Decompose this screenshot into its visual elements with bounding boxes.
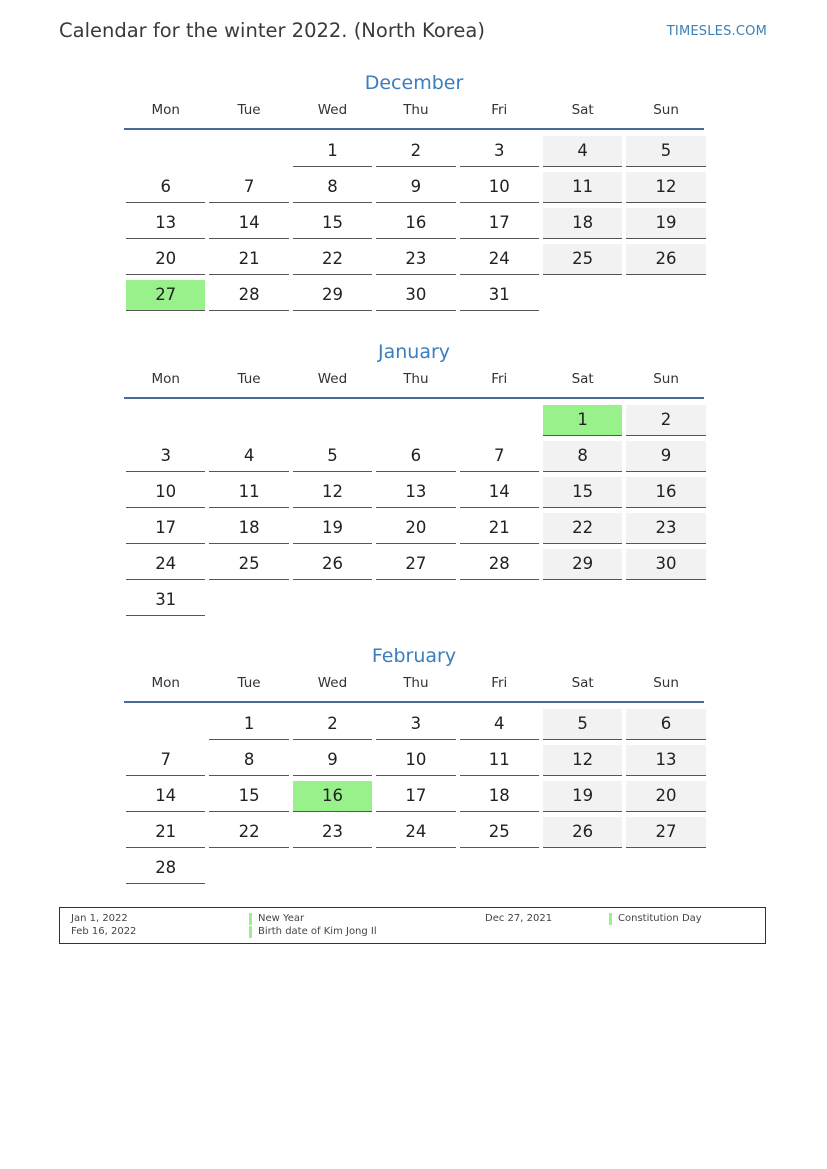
empty-day-cell <box>376 853 455 883</box>
day-cell[interactable]: 24 <box>376 817 455 848</box>
weekday-label: Sun <box>653 102 679 118</box>
week-row <box>124 549 704 585</box>
legend-date: Jan 1, 2022 <box>71 913 128 924</box>
empty-day-cell <box>209 405 288 435</box>
week-row <box>124 208 704 244</box>
day-cell[interactable]: 24 <box>126 549 205 580</box>
legend-holiday-name: Constitution Day <box>609 913 702 925</box>
day-cell[interactable]: 7 <box>126 745 205 776</box>
day-cell[interactable]: 14 <box>126 781 205 812</box>
legend-entry <box>71 913 371 925</box>
week-row <box>124 441 704 477</box>
week-row <box>124 781 704 817</box>
day-cell[interactable]: 1 <box>209 709 288 740</box>
day-cell[interactable]: 4 <box>460 709 539 740</box>
day-cell[interactable]: 11 <box>543 172 622 203</box>
day-cell[interactable]: 28 <box>126 853 205 884</box>
empty-day-cell <box>376 405 455 435</box>
day-cell[interactable]: 21 <box>209 244 288 275</box>
weekday-label: Thu <box>403 102 429 118</box>
day-cell[interactable]: 15 <box>543 477 622 508</box>
day-cell[interactable]: 26 <box>543 817 622 848</box>
day-cell[interactable]: 9 <box>293 745 372 776</box>
legend-holiday-name: New Year <box>249 913 304 925</box>
site-link[interactable]: TIMESLES.COM <box>666 24 767 39</box>
day-cell[interactable]: 2 <box>626 405 705 436</box>
day-cell[interactable]: 15 <box>293 208 372 239</box>
empty-day-cell <box>209 136 288 166</box>
empty-day-cell <box>126 136 205 166</box>
empty-day-cell <box>209 853 288 883</box>
day-cell[interactable]: 30 <box>626 549 705 580</box>
day-cell[interactable]: 26 <box>293 549 372 580</box>
month-title: December <box>364 72 464 94</box>
day-cell[interactable]: 8 <box>293 172 372 203</box>
day-cell[interactable]: 27 <box>626 817 705 848</box>
empty-day-cell <box>293 853 372 883</box>
day-cell[interactable]: 18 <box>460 781 539 812</box>
week-row <box>124 405 704 441</box>
day-cell[interactable]: 13 <box>126 208 205 239</box>
day-cell[interactable]: 14 <box>209 208 288 239</box>
day-cell[interactable]: 2 <box>376 136 455 167</box>
month-weeks <box>124 136 704 316</box>
holiday-day-cell[interactable]: 27 <box>126 280 205 311</box>
month-weeks <box>124 405 704 621</box>
day-cell[interactable]: 11 <box>460 745 539 776</box>
weekday-label: Sat <box>571 102 594 118</box>
weekday-label: Tue <box>237 371 261 387</box>
week-row <box>124 709 704 745</box>
day-cell[interactable]: 16 <box>626 477 705 508</box>
day-cell[interactable]: 18 <box>543 208 622 239</box>
day-cell[interactable]: 11 <box>209 477 288 508</box>
weekday-label: Sun <box>653 675 679 691</box>
holiday-day-cell[interactable]: 16 <box>293 781 372 812</box>
day-cell[interactable]: 3 <box>376 709 455 740</box>
month-weeks <box>124 709 704 889</box>
day-cell[interactable]: 12 <box>543 745 622 776</box>
weekday-header <box>124 673 704 703</box>
empty-day-cell <box>293 585 372 615</box>
day-cell[interactable]: 5 <box>626 136 705 167</box>
day-cell[interactable]: 7 <box>209 172 288 203</box>
week-row <box>124 136 704 172</box>
empty-day-cell <box>460 585 539 615</box>
day-cell[interactable]: 15 <box>209 781 288 812</box>
holiday-day-cell[interactable]: 1 <box>543 405 622 436</box>
day-cell[interactable]: 28 <box>209 280 288 311</box>
day-cell[interactable]: 10 <box>460 172 539 203</box>
day-cell[interactable]: 10 <box>376 745 455 776</box>
weekday-label: Tue <box>237 102 261 118</box>
day-cell[interactable]: 9 <box>376 172 455 203</box>
week-row <box>124 513 704 549</box>
day-cell[interactable]: 4 <box>209 441 288 472</box>
weekday-label: Fri <box>491 371 508 387</box>
weekday-label: Tue <box>237 675 261 691</box>
week-row <box>124 280 704 316</box>
day-cell[interactable]: 22 <box>293 244 372 275</box>
empty-day-cell <box>626 585 705 615</box>
day-cell[interactable]: 22 <box>543 513 622 544</box>
day-cell[interactable]: 30 <box>376 280 455 311</box>
weekday-label: Sat <box>571 371 594 387</box>
day-cell[interactable]: 17 <box>376 781 455 812</box>
day-cell[interactable]: 20 <box>376 513 455 544</box>
week-row <box>124 477 704 513</box>
day-cell[interactable]: 25 <box>460 817 539 848</box>
weekday-label: Fri <box>491 102 508 118</box>
weekday-label: Sat <box>571 675 594 691</box>
day-cell[interactable]: 21 <box>460 513 539 544</box>
week-row <box>124 853 704 889</box>
weekday-label: Sun <box>653 371 679 387</box>
legend-date: Dec 27, 2021 <box>485 913 553 924</box>
week-row <box>124 172 704 208</box>
day-cell[interactable]: 9 <box>626 441 705 472</box>
empty-day-cell <box>376 585 455 615</box>
weekday-header <box>124 369 704 399</box>
day-cell[interactable]: 19 <box>293 513 372 544</box>
day-cell[interactable]: 21 <box>126 817 205 848</box>
month-title: February <box>371 645 457 667</box>
day-cell[interactable]: 8 <box>209 745 288 776</box>
week-row <box>124 817 704 853</box>
day-cell[interactable]: 14 <box>460 477 539 508</box>
legend-date: Feb 16, 2022 <box>71 926 137 937</box>
weekday-label: Mon <box>151 102 180 118</box>
day-cell[interactable]: 19 <box>543 781 622 812</box>
day-cell[interactable]: 25 <box>543 244 622 275</box>
day-cell[interactable]: 5 <box>543 709 622 740</box>
day-cell[interactable]: 22 <box>209 817 288 848</box>
day-cell[interactable]: 6 <box>126 172 205 203</box>
day-cell[interactable]: 13 <box>626 745 705 776</box>
day-cell[interactable]: 29 <box>543 549 622 580</box>
day-cell[interactable]: 31 <box>126 585 205 616</box>
day-cell[interactable]: 12 <box>626 172 705 203</box>
day-cell[interactable]: 3 <box>460 136 539 167</box>
day-cell[interactable]: 25 <box>209 549 288 580</box>
day-cell[interactable]: 18 <box>209 513 288 544</box>
day-cell[interactable]: 12 <box>293 477 372 508</box>
day-cell[interactable]: 29 <box>293 280 372 311</box>
week-row <box>124 244 704 280</box>
day-cell[interactable]: 13 <box>376 477 455 508</box>
weekday-label: Thu <box>403 675 429 691</box>
weekday-header <box>124 100 704 130</box>
holiday-legend <box>59 907 766 944</box>
day-cell[interactable]: 17 <box>126 513 205 544</box>
weekday-label: Mon <box>151 675 180 691</box>
day-cell[interactable]: 4 <box>543 136 622 167</box>
weekday-label: Wed <box>317 102 348 118</box>
empty-day-cell <box>126 709 205 739</box>
legend-entry <box>485 913 745 925</box>
month-title: January <box>377 341 451 363</box>
empty-day-cell <box>626 280 705 310</box>
day-cell[interactable]: 23 <box>376 244 455 275</box>
day-cell[interactable]: 5 <box>293 441 372 472</box>
empty-day-cell <box>293 405 372 435</box>
day-cell[interactable]: 27 <box>376 549 455 580</box>
weekday-label: Mon <box>151 371 180 387</box>
week-row <box>124 745 704 781</box>
day-cell[interactable]: 6 <box>626 709 705 740</box>
day-cell[interactable]: 20 <box>626 781 705 812</box>
day-cell[interactable]: 23 <box>293 817 372 848</box>
day-cell[interactable]: 8 <box>543 441 622 472</box>
day-cell[interactable]: 24 <box>460 244 539 275</box>
day-cell[interactable]: 20 <box>126 244 205 275</box>
day-cell[interactable]: 26 <box>626 244 705 275</box>
day-cell[interactable]: 10 <box>126 477 205 508</box>
day-cell[interactable]: 16 <box>376 208 455 239</box>
empty-day-cell <box>543 280 622 310</box>
day-cell[interactable]: 6 <box>376 441 455 472</box>
day-cell[interactable]: 17 <box>460 208 539 239</box>
month-february <box>124 641 704 889</box>
empty-day-cell <box>543 853 622 883</box>
day-cell[interactable]: 19 <box>626 208 705 239</box>
month-december <box>124 68 704 316</box>
day-cell[interactable]: 31 <box>460 280 539 311</box>
legend-holiday-name: Birth date of Kim Jong Il <box>249 926 377 938</box>
empty-day-cell <box>126 405 205 435</box>
weekday-label: Wed <box>317 371 348 387</box>
empty-day-cell <box>460 405 539 435</box>
month-january <box>124 337 704 621</box>
weekday-label: Fri <box>491 675 508 691</box>
day-cell[interactable]: 1 <box>293 136 372 167</box>
weekday-label: Wed <box>317 675 348 691</box>
empty-day-cell <box>626 853 705 883</box>
day-cell[interactable]: 2 <box>293 709 372 740</box>
weekday-label: Thu <box>403 371 429 387</box>
day-cell[interactable]: 28 <box>460 549 539 580</box>
page-title: Calendar for the winter 2022. (North Korea) <box>59 19 485 42</box>
day-cell[interactable]: 3 <box>126 441 205 472</box>
empty-day-cell <box>209 585 288 615</box>
legend-entry <box>71 926 471 938</box>
day-cell[interactable]: 7 <box>460 441 539 472</box>
empty-day-cell <box>460 853 539 883</box>
empty-day-cell <box>543 585 622 615</box>
day-cell[interactable]: 23 <box>626 513 705 544</box>
week-row <box>124 585 704 621</box>
